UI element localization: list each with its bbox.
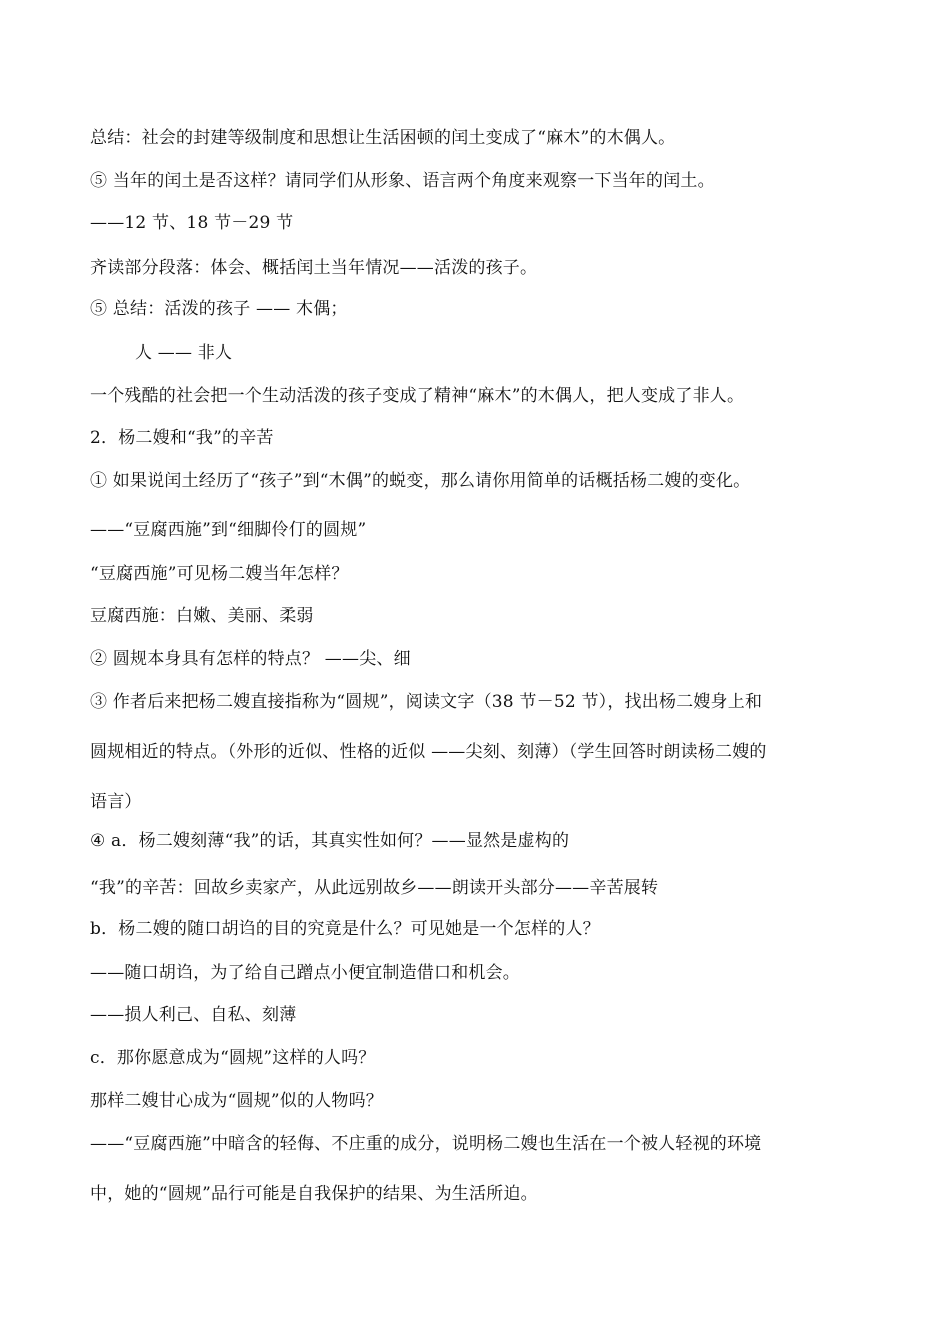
summary-line: ⑤ 总结：活泼的孩子 —— 木偶； xyxy=(90,299,348,319)
question-line: “豆腐西施”可见杨二嫂当年怎样？ xyxy=(90,564,349,584)
task-line: 语言） xyxy=(90,792,142,812)
question-line: ① 如果说闰土经历了“孩子”到“木偶”的蜕变，那么请你用简单的话概括杨二嫂的变化。 xyxy=(90,471,751,491)
answer-line: ——损人利己、自私、刻薄 xyxy=(90,1005,297,1025)
answer-line: ——随口胡诌，为了给自己蹭点小便宜制造借口和机会。 xyxy=(90,963,520,983)
answer-line: ——“豆腐西施”中暗含的轻侮、不庄重的成分，说明杨二嫂也生活在一个被人轻视的环境 xyxy=(90,1134,762,1154)
question-line: b．杨二嫂的随口胡诌的目的究竟是什么？可见她是一个怎样的人？ xyxy=(90,919,600,939)
question-line: 那样二嫂甘心成为“圆规”似的人物吗？ xyxy=(90,1091,383,1111)
question-line: ⑤ 当年的闰土是否这样？请同学们从形象、语言两个角度来观察一下当年的闰土。 xyxy=(90,171,715,191)
answer-line: 豆腐西施：白嫩、美丽、柔弱 xyxy=(90,606,314,626)
reading-line: 齐读部分段落：体会、概括闰土当年情况——活泼的孩子。 xyxy=(90,258,538,278)
task-line: ③ 作者后来把杨二嫂直接指称为“圆规”，阅读文字（38 节－52 节），找出杨二嫂身上和 xyxy=(90,692,763,712)
section-heading: 2．杨二嫂和“我”的辛苦 xyxy=(90,428,274,448)
answer-line: “我”的辛苦：回故乡卖家产，从此远别故乡——朗读开头部分——辛苦展转 xyxy=(90,878,659,898)
question-line: ② 圆规本身具有怎样的特点？ ——尖、细 xyxy=(90,649,411,669)
question-line: c．那你愿意成为“圆规”这样的人吗？ xyxy=(90,1048,376,1068)
contrast-line: 人 —— 非人 xyxy=(135,343,233,363)
answer-line: ——“豆腐西施”到“细脚伶仃的圆规” xyxy=(90,520,367,540)
answer-line: 中，她的“圆规”品行可能是自我保护的结果、为生活所迫。 xyxy=(90,1184,538,1204)
task-line: 圆规相近的特点。（外形的近似、性格的近似 ——尖刻、刻薄）（学生回答时朗读杨二嫂的 xyxy=(90,742,767,762)
summary-line: 总结：社会的封建等级制度和思想让生活困顿的闰土变成了“麻木”的木偶人。 xyxy=(90,128,676,148)
question-line: ④ a．杨二嫂刻薄“我”的话，其真实性如何？——显然是虚构的 xyxy=(90,831,570,851)
section-reference: ——12 节、18 节－29 节 xyxy=(90,213,294,233)
conclusion-line: 一个残酷的社会把一个生动活泼的孩子变成了精神“麻木”的木偶人，把人变成了非人。 xyxy=(90,386,745,406)
